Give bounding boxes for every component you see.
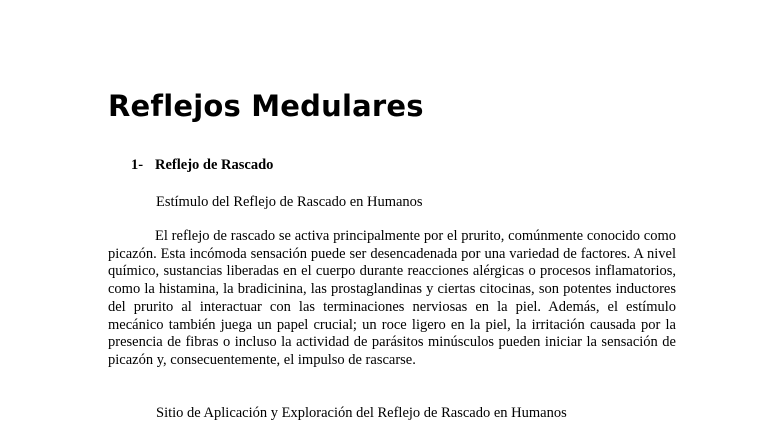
section-heading <box>131 156 273 174</box>
section-number: 1- <box>131 157 144 173</box>
body-paragraph: El reflejo de rascado se activa principalmente por el prurito, comúnmente conocido como picazón. Esta incómoda sensación puede ser desencadenada por una variedad de factores. A nivel químico, sustancias liberadas en el cuerpo durante reacciones alérgicas o procesos inflamatorios, como la histamina, la bradicinina, las prostaglandinas y ciertas citocinas, son potentes inductores del prurito al interactuar con las terminaciones nerviosas en la piel. Además, el estímulo mecánico también juega un papel crucial; un roce ligero en la piel, la irritación causada por la presencia de fibras o incluso la actividad de parásitos minúsculos pueden iniciar la sensación de picazón y, consecuentemente, el impulso de rascarse. <box>108 228 676 368</box>
section-heading-text: Reflejo de Rascado <box>155 157 274 173</box>
page-title: Reflejos Medulares <box>108 89 424 123</box>
subheading-site: Sitio de Aplicación y Exploración del Reflejo de Rascado en Humanos <box>156 405 567 421</box>
subheading-stimulus: Estímulo del Reflejo de Rascado en Humanos <box>156 194 423 210</box>
